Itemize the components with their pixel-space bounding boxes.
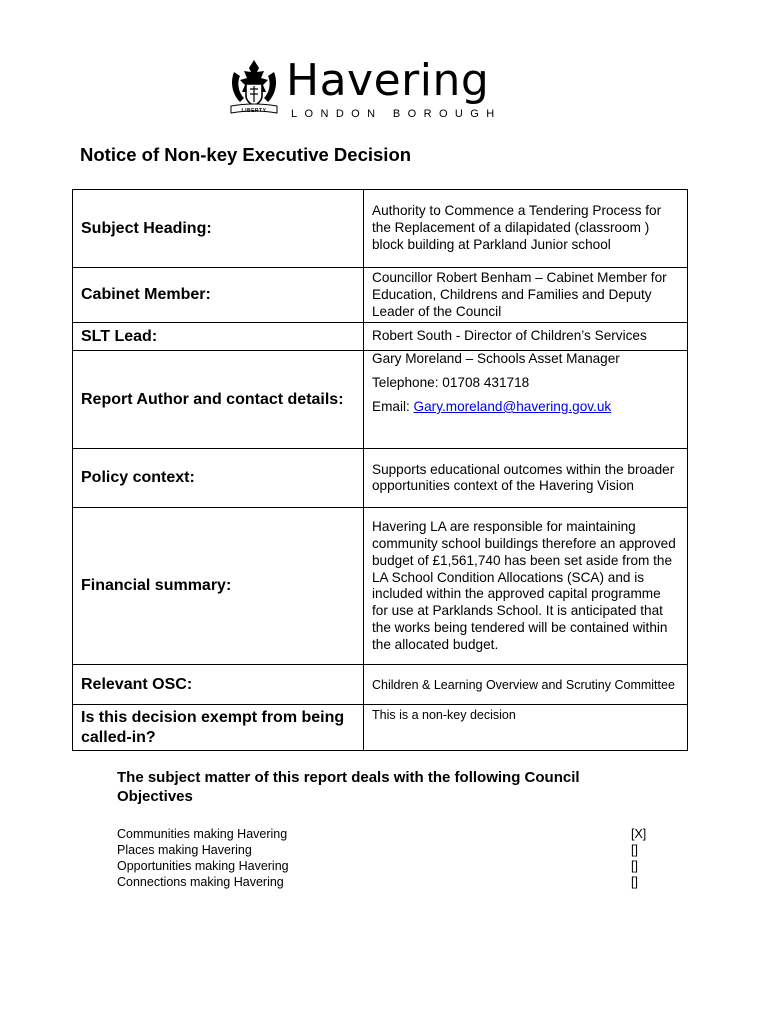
row-slt-lead [73,323,688,351]
subject-heading-label: Subject Heading: [73,190,364,268]
author-telephone: Telephone: 01708 431718 [372,375,530,391]
author-email-prefix: Email: [372,398,414,414]
objective-label: Connections making Havering [117,875,284,889]
exempt-call-in-value: This is a non-key decision [364,705,688,751]
row-subject-heading [73,190,688,268]
relevant-osc-value: Children & Learning Overview and Scrutiny Committee [364,665,688,705]
row-policy-context [73,449,688,508]
cabinet-member-value: Councillor Robert Benham – Cabinet Member for Education, Childrens and Families and Deputy Leader of the Council [364,268,688,323]
decision-table [72,189,688,751]
author-email-link[interactable]: Gary.moreland@havering.gov.uk [413,398,612,414]
objective-label: Opportunities making Havering [117,859,289,873]
financial-summary-label: Financial summary: [73,508,364,665]
financial-summary-value: Havering LA are responsible for maintaining community school buildings therefore an approved budget of £1,561,740 has been set aside from the LA School Condition Allocations (SCA) and is included within the approved capital programme for use at Parklands School. It is anticipated that the works being tendered will be contained within the allocated budget. [364,508,688,665]
logo-wordmark: Havering [286,55,490,106]
slt-lead-value: Robert South - Director of Children’s Services [364,323,688,351]
report-author-value [364,351,688,449]
row-financial-summary [73,508,688,665]
objective-mark: [] [631,875,638,889]
row-exempt-call-in [73,705,688,751]
cabinet-member-label: Cabinet Member: [73,268,364,323]
objective-row [117,842,657,858]
objective-label: Communities making Havering [117,827,288,841]
objectives-heading: The subject matter of this report deals with the following Council Objectives [117,769,580,805]
subject-heading-value: Authority to Commence a Tendering Process for the Replacement of a dilapidated (classroom ) block building at Parkland Junior school [364,190,688,268]
relevant-osc-label: Relevant OSC: [73,665,364,705]
objective-row [117,858,657,874]
policy-context-value: Supports educational outcomes within the broader opportunities context of the Havering Vision [364,449,688,508]
row-report-author [73,351,688,449]
council-objectives [117,768,657,890]
objective-mark: [X] [631,827,647,841]
slt-lead-label: SLT Lead: [73,323,364,351]
author-name: Gary Moreland – Schools Asset Manager [372,351,620,367]
objective-row [117,826,657,842]
row-cabinet-member [73,268,688,323]
objective-row [117,874,657,890]
objective-label: Places making Havering [117,843,252,857]
row-relevant-osc [73,665,688,705]
objective-mark: [] [631,859,638,873]
policy-context-label: Policy context: [73,449,364,508]
crest-motto: LIBERTY [241,108,267,114]
author-email-line [372,399,679,416]
objective-mark: [] [631,843,638,857]
page-title: Notice of Non-key Executive Decision [80,144,412,165]
havering-logo [228,55,508,124]
logo-subtitle: LONDON BOROUGH [291,108,502,120]
report-author-label: Report Author and contact details: [73,351,364,449]
exempt-call-in-label: Is this decision exempt from being called-in? [73,705,364,751]
